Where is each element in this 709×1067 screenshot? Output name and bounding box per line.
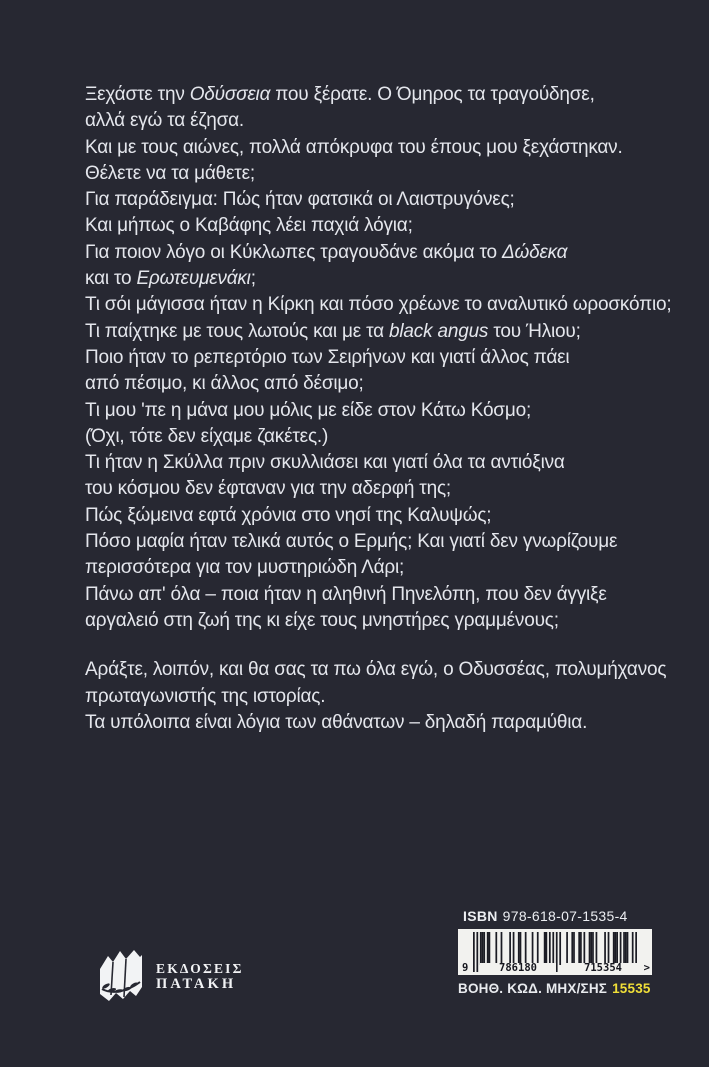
paragraph-2 — [85, 657, 665, 736]
text-line: Πώς ξώμεινα εφτά χρόνια στο νησί της Καλυψώς; — [85, 504, 492, 526]
text-line: Και μήπως ο Καβάφης λέει παχιά λόγια; — [85, 215, 413, 237]
back-cover-text — [85, 82, 672, 736]
text-line: πρωταγωνιστής της ιστορίας. — [85, 685, 326, 707]
text-line: Τι μου 'πε η μάνα μου μόλις με είδε στον Κάτω Κόσμο; — [85, 399, 532, 421]
publisher-name — [156, 946, 244, 993]
isbn-number: 978-618-07-1535-4 — [502, 908, 628, 924]
text-line: Θέλετε να τα μάθετε; — [85, 162, 255, 184]
text-line: Τα υπόλοιπα είναι λόγια των αθάνατων – δηλαδή παραμύθια. — [85, 711, 588, 733]
text-line: Για παράδειγμα: Πώς ήταν φατσικά οι Λαιστρυγόνες; — [85, 189, 515, 211]
text-line: Και με τους αιώνες, πολλά απόκρυφα του έπους μου ξεχάστηκαν. — [85, 136, 623, 158]
text-line: Πόσο μαφία ήταν τελικά αυτός ο Ερμής; Και γιατί δεν γνωρίζουμε — [85, 531, 618, 553]
text-line: αργαλειό στη ζωή της κι είχε τους μνηστήρες γραμμένους; — [85, 609, 559, 631]
text-line: αλλά εγώ τα έζησα. — [85, 110, 245, 132]
text-line: περισσότερα για τον μυστηριώδη Λάρι; — [85, 557, 405, 579]
barcode-section — [458, 908, 652, 996]
aux-code-label: ΒΟΗΘ. ΚΩΔ. ΜΗΧ/ΣΗΣ — [458, 981, 608, 996]
aux-code-value: 15535 — [612, 981, 651, 996]
aux-code-line — [458, 981, 652, 996]
text-line: (Όχι, τότε δεν είχαμε ζακέτες.) — [85, 425, 329, 447]
isbn-label: ISBN — [463, 908, 498, 924]
barcode-digits-group1: 786180 — [480, 963, 556, 974]
patakis-book-olive-branch-icon — [95, 946, 147, 1006]
publisher-name-line1: ΕΚΔΟΣΕΙΣ — [156, 961, 244, 976]
text-line: και το Ερωτευμενάκι; — [85, 268, 256, 290]
text-line: Για ποιον λόγο οι Κύκλωπες τραγουδάνε ακόμα το Δώδεκα — [85, 241, 568, 263]
text-line: Αράξτε, λοιπόν, και θα σας τα πω όλα εγώ, ο Οδυσσέας, πολυμήχανος — [85, 659, 667, 681]
text-line: του κόσμου δεν έφταναν για την αδερφή της; — [85, 478, 451, 500]
barcode-box — [458, 929, 652, 975]
text-line: Τι παίχτηκε με τους λωτούς και με τα black angus του Ήλιου; — [85, 320, 581, 342]
text-line: Πάνω απ' όλα – ποια ήταν η αληθινή Πηνελόπη, που δεν άγγιξε — [85, 583, 607, 605]
text-line: Τι σόι μάγισσα ήταν η Κίρκη και πόσο χρέωνε το αναλυτικό ωροσκόπιο; — [85, 294, 672, 316]
barcode-digits-group2: 715354 — [565, 963, 641, 974]
barcode-digit-left: 9 — [462, 962, 469, 974]
barcode-quiet-zone-arrow: > — [643, 962, 650, 974]
isbn-line — [458, 908, 652, 924]
text-line: από πέσιμο, κι άλλος από δέσιμο; — [85, 373, 364, 395]
text-line: Ποιο ήταν το ρεπερτόριο των Σειρήνων και γιατί άλλος πάει — [85, 346, 570, 368]
publisher-logo — [95, 946, 244, 1006]
paragraph-1 — [85, 82, 672, 634]
publisher-name-line2: ΠΑΤΑΚΗ — [156, 976, 237, 992]
text-line: Τι ήταν η Σκύλλα πριν σκυλλιάσει και γιατί όλα τα αντιόξινα — [85, 452, 565, 474]
text-line: Ξεχάστε την Οδύσσεια που ξέρατε. Ο Όμηρος τα τραγούδησε, — [85, 84, 595, 105]
